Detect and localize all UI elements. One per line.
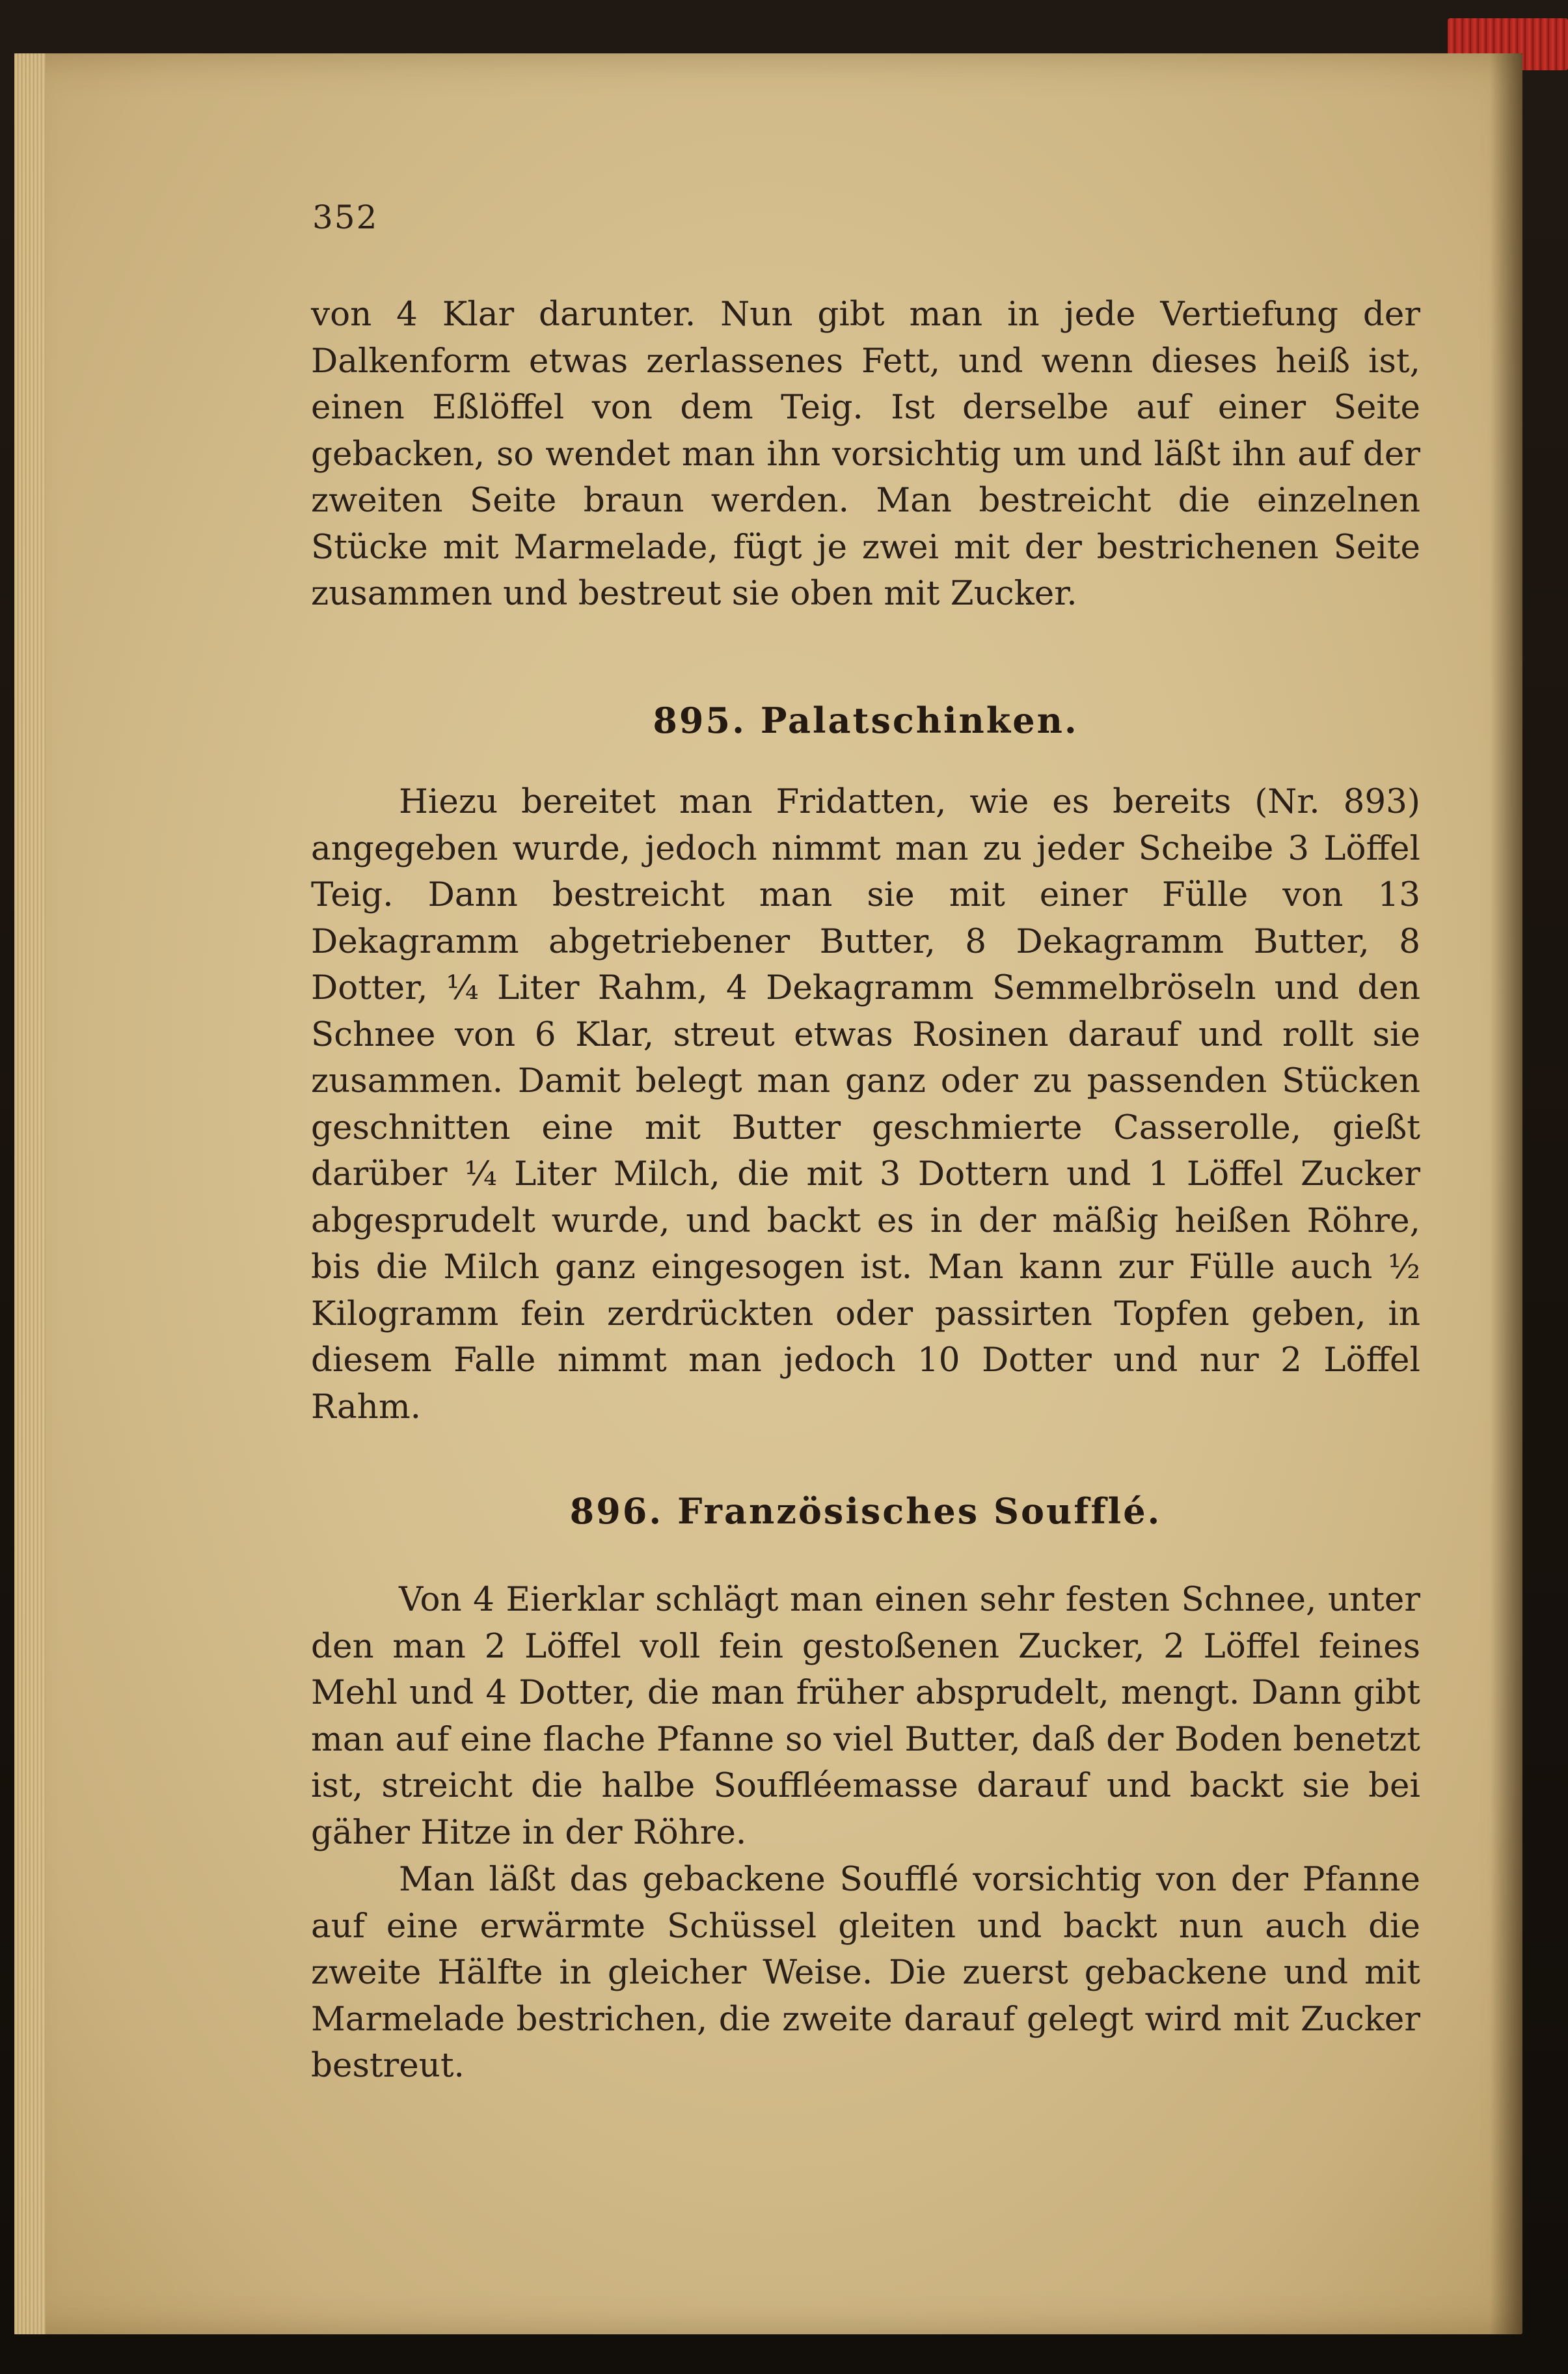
intro-paragraph: von 4 Klar darunter. Nun gibt man in jede Vertiefung der Dalkenform etwas zerlassenes Fett, und wenn dieses heiß ist, einen Eßlöffel von dem Teig. Ist derselbe auf einer Seite gebacken, so wendet man ihn vorsichtig um und läßt ihn auf der zweiten Seite braun werden. Man bestreicht die einzelnen Stücke mit Marmelade, fügt je zwei mit der bestrichenen Seite zusammen und bestreut sie oben mit Zucker. <box>311 295 1420 613</box>
recipe-number: 895. <box>653 700 746 741</box>
recipe-paragraph: Man läßt das gebackene Soufflé vorsichtig von der Pfanne auf eine erwärmte Schüssel gleiten und backt nun auch die zweite Hälfte in gleicher Weise. Die zuerst gebackene und mit Marmelade bestrichen, die zweite darauf gelegt wird mit Zucker bestreut. <box>311 1860 1420 2085</box>
recipe-number: 896. <box>569 1490 664 1532</box>
recipe-heading-895 <box>311 700 1420 741</box>
recipe-paragraph: Von 4 Eierklar schlägt man einen sehr festen Schnee, unter den man 2 Löffel voll fein gestoßenen Zucker, 2 Löffel feines Mehl und 4 Dotter, die man früher absprudelt, mengt. Dann gibt man auf eine flache Pfanne so viel Butter, daß der Boden benetzt ist, streicht die halbe Souffléemasse darauf und backt sie bei gäher Hitze in der Röhre. <box>311 1580 1420 1852</box>
spine-shadow <box>1490 53 1522 2334</box>
recipe-title: Palatschinken. <box>760 700 1079 741</box>
recipe-title: Französisches Soufflé. <box>677 1490 1162 1532</box>
recipe-paragraph: Hiezu bereitet man Fridatten, wie es bereits (Nr. 893) angegeben wurde, jedoch nimmt man zu jeder Scheibe 3 Löffel Teig. Dann bestreicht man sie mit einer Fülle von 13 Dekagramm abgetriebener Butter, 8 Dekagramm Butter, 8 Dotter, ¼ Liter Rahm, 4 Dekagramm Semmelbröseln und den Schnee von 6 Klar, streut etwas Rosinen darauf und rollt sie zusammen. Damit belegt man ganz oder zu passenden Stücken geschnitten eine mit Butter geschmierte Casserolle, gießt darüber ¼ Liter Milch, die mit 3 Dottern und 1 Löffel Zucker abgesprudelt wurde, und backt es in der mäßig heißen Röhre, bis die Milch ganz eingesogen ist. Man kann zur Fülle auch ½ Kilogramm fein zerdrückten oder passirten Topfen geben, in diesem Falle nimmt man jedoch 10 Dotter und nur 2 Löffel Rahm. <box>311 782 1420 1426</box>
page-number: 352 <box>312 198 379 236</box>
recipe-heading-896 <box>311 1490 1420 1532</box>
page-edge-stack <box>14 53 46 2334</box>
